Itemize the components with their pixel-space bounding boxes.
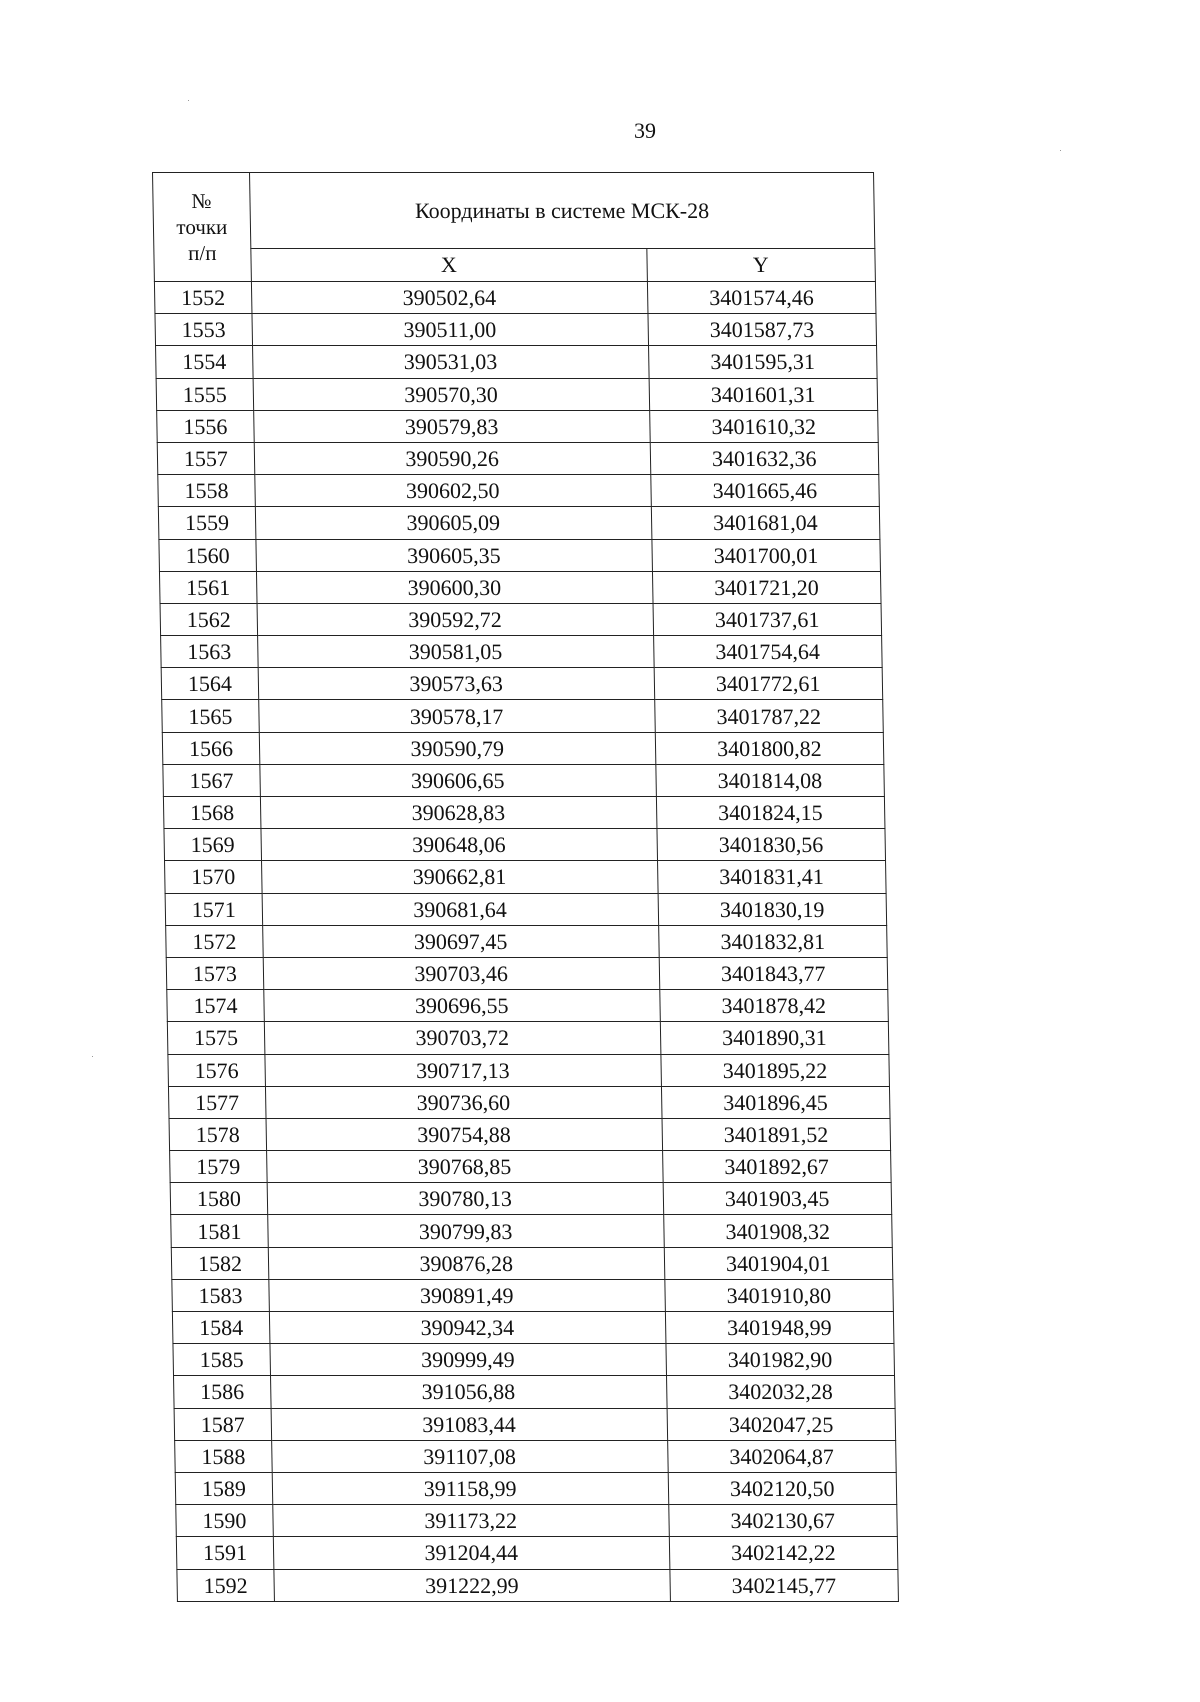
table-row <box>168 1054 890 1086</box>
y-coordinate-cell: 3402032,28 <box>666 1376 895 1408</box>
point-number-cell: 1566 <box>162 732 259 764</box>
table-row <box>160 603 882 635</box>
y-coordinate-cell: 3401787,22 <box>654 700 883 732</box>
y-coordinate-cell: 3401574,46 <box>647 282 876 314</box>
table-row <box>158 507 880 539</box>
y-coordinate-cell: 3401878,42 <box>659 990 888 1022</box>
x-coordinate-cell: 390628,83 <box>260 797 656 829</box>
table-row <box>175 1472 897 1504</box>
x-coordinate-cell: 390605,35 <box>256 539 652 571</box>
y-coordinate-cell: 3401601,31 <box>649 378 878 410</box>
table-row <box>172 1312 894 1344</box>
x-coordinate-cell: 390511,00 <box>252 314 648 346</box>
point-number-cell: 1572 <box>166 925 263 957</box>
x-coordinate-cell: 390579,83 <box>253 410 649 442</box>
table-row <box>165 893 887 925</box>
x-coordinate-cell: 390799,83 <box>268 1215 664 1247</box>
scan-speck <box>92 1056 93 1057</box>
coordinates-table <box>152 172 899 1602</box>
y-coordinate-cell: 3402047,25 <box>667 1408 896 1440</box>
y-coordinate-cell: 3401814,08 <box>655 764 884 796</box>
point-number-cell: 1581 <box>171 1215 268 1247</box>
scan-speck <box>1060 150 1061 151</box>
point-number-cell: 1555 <box>156 378 253 410</box>
y-coordinate-cell: 3401948,99 <box>665 1312 894 1344</box>
x-coordinate-cell: 390697,45 <box>262 925 658 957</box>
point-number-cell: 1587 <box>174 1408 271 1440</box>
point-number-cell: 1589 <box>175 1472 272 1504</box>
x-coordinate-cell: 390578,17 <box>259 700 655 732</box>
y-coordinate-cell: 3401824,15 <box>656 797 885 829</box>
y-coordinate-cell: 3401754,64 <box>653 636 882 668</box>
table-row <box>172 1279 894 1311</box>
point-number-cell: 1564 <box>161 668 258 700</box>
x-coordinate-cell: 390754,88 <box>266 1118 662 1150</box>
table-row <box>156 346 878 378</box>
point-number-cell: 1580 <box>170 1183 267 1215</box>
table-row <box>176 1505 898 1537</box>
y-coordinate-cell: 3401895,22 <box>660 1054 889 1086</box>
x-coordinate-cell: 390876,28 <box>268 1247 664 1279</box>
point-number-cell: 1571 <box>165 893 262 925</box>
table-row <box>159 571 881 603</box>
point-number-cell: 1592 <box>177 1569 274 1601</box>
y-coordinate-cell: 3401896,45 <box>661 1086 890 1118</box>
point-number-cell: 1554 <box>156 346 253 378</box>
point-number-cell: 1578 <box>169 1118 266 1150</box>
y-coordinate-cell: 3402142,22 <box>669 1537 898 1569</box>
y-coordinate-cell: 3401681,04 <box>651 507 880 539</box>
x-coordinate-cell: 390999,49 <box>270 1344 666 1376</box>
x-coordinate-cell: 390648,06 <box>261 829 657 861</box>
point-number-cell: 1573 <box>166 957 263 989</box>
table-row <box>170 1151 892 1183</box>
x-coordinate-cell: 390570,30 <box>253 378 649 410</box>
y-coordinate-cell: 3401772,61 <box>654 668 883 700</box>
point-number-cell: 1567 <box>163 764 260 796</box>
table-row <box>161 636 883 668</box>
x-coordinate-cell: 390768,85 <box>266 1151 662 1183</box>
table-row <box>175 1440 897 1472</box>
point-number-cell: 1585 <box>173 1344 270 1376</box>
point-number-cell: 1563 <box>161 636 258 668</box>
table-row <box>158 475 880 507</box>
x-coordinate-cell: 390531,03 <box>252 346 648 378</box>
table-row <box>163 797 885 829</box>
y-coordinate-cell: 3402064,87 <box>667 1440 896 1472</box>
table-row <box>159 539 881 571</box>
x-coordinate-cell: 390662,81 <box>261 861 657 893</box>
y-coordinate-cell: 3401831,41 <box>657 861 886 893</box>
y-coordinate-cell: 3402145,77 <box>669 1569 898 1601</box>
header-point-number <box>153 173 252 282</box>
x-coordinate-cell: 390502,64 <box>251 282 647 314</box>
y-coordinate-cell: 3401891,52 <box>662 1118 891 1150</box>
point-number-cell: 1591 <box>176 1537 273 1569</box>
y-coordinate-cell: 3401610,32 <box>649 410 878 442</box>
page-number: 39 <box>634 118 656 143</box>
table-row <box>161 668 883 700</box>
point-number-cell: 1569 <box>164 829 261 861</box>
point-number-cell: 1557 <box>157 442 254 474</box>
table-row <box>166 925 888 957</box>
table-row <box>169 1118 891 1150</box>
x-coordinate-cell: 390606,65 <box>260 764 656 796</box>
table-row <box>176 1537 898 1569</box>
point-number-cell: 1553 <box>155 314 252 346</box>
y-coordinate-cell: 3401904,01 <box>664 1247 893 1279</box>
y-coordinate-cell: 3401700,01 <box>651 539 880 571</box>
x-coordinate-cell: 390605,09 <box>255 507 651 539</box>
table-row <box>156 378 878 410</box>
y-coordinate-cell: 3401843,77 <box>659 957 888 989</box>
header-coordinates-system: Координаты в системе МСК-28 <box>249 173 875 249</box>
table-row <box>168 1086 890 1118</box>
y-coordinate-cell: 3401721,20 <box>652 571 881 603</box>
point-number-cell: 1561 <box>159 571 256 603</box>
y-coordinate-cell: 3401830,19 <box>658 893 887 925</box>
header-point-number-line: точки <box>176 215 228 239</box>
x-coordinate-cell: 391107,08 <box>271 1440 667 1472</box>
x-coordinate-cell: 390590,26 <box>254 442 650 474</box>
point-number-cell: 1565 <box>162 700 259 732</box>
point-number-cell: 1556 <box>157 410 254 442</box>
header-row-top <box>153 173 875 249</box>
table-body <box>154 282 898 1602</box>
point-number-cell: 1588 <box>175 1440 272 1472</box>
x-coordinate-cell: 390696,55 <box>264 990 660 1022</box>
point-number-cell: 1575 <box>167 1022 264 1054</box>
x-coordinate-cell: 391056,88 <box>270 1376 666 1408</box>
y-coordinate-cell: 3401587,73 <box>647 314 876 346</box>
table-row <box>170 1183 892 1215</box>
point-number-cell: 1583 <box>172 1279 269 1311</box>
table-row <box>167 990 889 1022</box>
x-coordinate-cell: 391204,44 <box>273 1537 669 1569</box>
table-row <box>164 829 886 861</box>
y-coordinate-cell: 3401903,45 <box>663 1183 892 1215</box>
point-number-cell: 1570 <box>165 861 262 893</box>
table-row <box>174 1376 896 1408</box>
y-coordinate-cell: 3401632,36 <box>650 442 879 474</box>
x-coordinate-cell: 390703,46 <box>263 957 659 989</box>
point-number-cell: 1574 <box>167 990 264 1022</box>
x-coordinate-cell: 391173,22 <box>273 1505 669 1537</box>
x-coordinate-cell: 391083,44 <box>271 1408 667 1440</box>
point-number-cell: 1560 <box>159 539 256 571</box>
y-coordinate-cell: 3401982,90 <box>665 1344 894 1376</box>
y-coordinate-cell: 3401892,67 <box>662 1151 891 1183</box>
table-row <box>157 442 879 474</box>
point-number-cell: 1568 <box>163 797 260 829</box>
table-row <box>166 957 888 989</box>
table-row <box>174 1408 896 1440</box>
table-row <box>163 764 885 796</box>
point-number-cell: 1552 <box>154 282 251 314</box>
table-row <box>173 1344 895 1376</box>
x-coordinate-cell: 390942,34 <box>269 1312 665 1344</box>
y-coordinate-cell: 3401595,31 <box>648 346 877 378</box>
header-row-axes <box>154 249 876 282</box>
y-coordinate-cell: 3401800,82 <box>655 732 884 764</box>
x-coordinate-cell: 390590,79 <box>259 732 655 764</box>
x-coordinate-cell: 391222,99 <box>274 1569 670 1601</box>
y-coordinate-cell: 3401832,81 <box>658 925 887 957</box>
y-coordinate-cell: 3402120,50 <box>668 1472 897 1504</box>
y-coordinate-cell: 3401908,32 <box>663 1215 892 1247</box>
x-coordinate-cell: 390717,13 <box>265 1054 661 1086</box>
y-coordinate-cell: 3402130,67 <box>668 1505 897 1537</box>
point-number-cell: 1582 <box>171 1247 268 1279</box>
x-coordinate-cell: 390736,60 <box>265 1086 661 1118</box>
y-coordinate-cell: 3401665,46 <box>650 475 879 507</box>
table-row <box>155 314 877 346</box>
point-number-cell: 1584 <box>172 1312 269 1344</box>
x-coordinate-cell: 390681,64 <box>262 893 658 925</box>
x-coordinate-cell: 390600,30 <box>256 571 652 603</box>
y-coordinate-cell: 3401830,56 <box>656 829 885 861</box>
scan-speck <box>188 100 189 101</box>
y-coordinate-cell: 3401737,61 <box>653 603 882 635</box>
point-number-cell: 1590 <box>176 1505 273 1537</box>
x-coordinate-cell: 390703,72 <box>264 1022 660 1054</box>
table-row <box>167 1022 889 1054</box>
point-number-cell: 1562 <box>160 603 257 635</box>
point-number-cell: 1579 <box>170 1151 267 1183</box>
x-coordinate-cell: 390780,13 <box>267 1183 663 1215</box>
header-point-number-line: № <box>191 189 212 213</box>
header-point-number-line: п/п <box>187 241 217 265</box>
x-coordinate-cell: 391158,99 <box>272 1472 668 1504</box>
header-x: X <box>251 249 647 282</box>
y-coordinate-cell: 3401890,31 <box>660 1022 889 1054</box>
table-row <box>162 732 884 764</box>
table-row <box>177 1569 899 1601</box>
header-y: Y <box>646 249 875 282</box>
table-header <box>153 173 876 282</box>
table-row <box>157 410 879 442</box>
table-row <box>171 1247 893 1279</box>
point-number-cell: 1558 <box>158 475 255 507</box>
x-coordinate-cell: 390592,72 <box>257 603 653 635</box>
table-row <box>154 282 876 314</box>
table-row <box>165 861 887 893</box>
point-number-cell: 1577 <box>168 1086 265 1118</box>
x-coordinate-cell: 390581,05 <box>257 636 653 668</box>
table-row <box>162 700 884 732</box>
x-coordinate-cell: 390602,50 <box>255 475 651 507</box>
point-number-cell: 1586 <box>174 1376 271 1408</box>
x-coordinate-cell: 390573,63 <box>258 668 654 700</box>
y-coordinate-cell: 3401910,80 <box>664 1279 893 1311</box>
point-number-cell: 1559 <box>158 507 255 539</box>
table-row <box>171 1215 893 1247</box>
x-coordinate-cell: 390891,49 <box>269 1279 665 1311</box>
point-number-cell: 1576 <box>168 1054 265 1086</box>
